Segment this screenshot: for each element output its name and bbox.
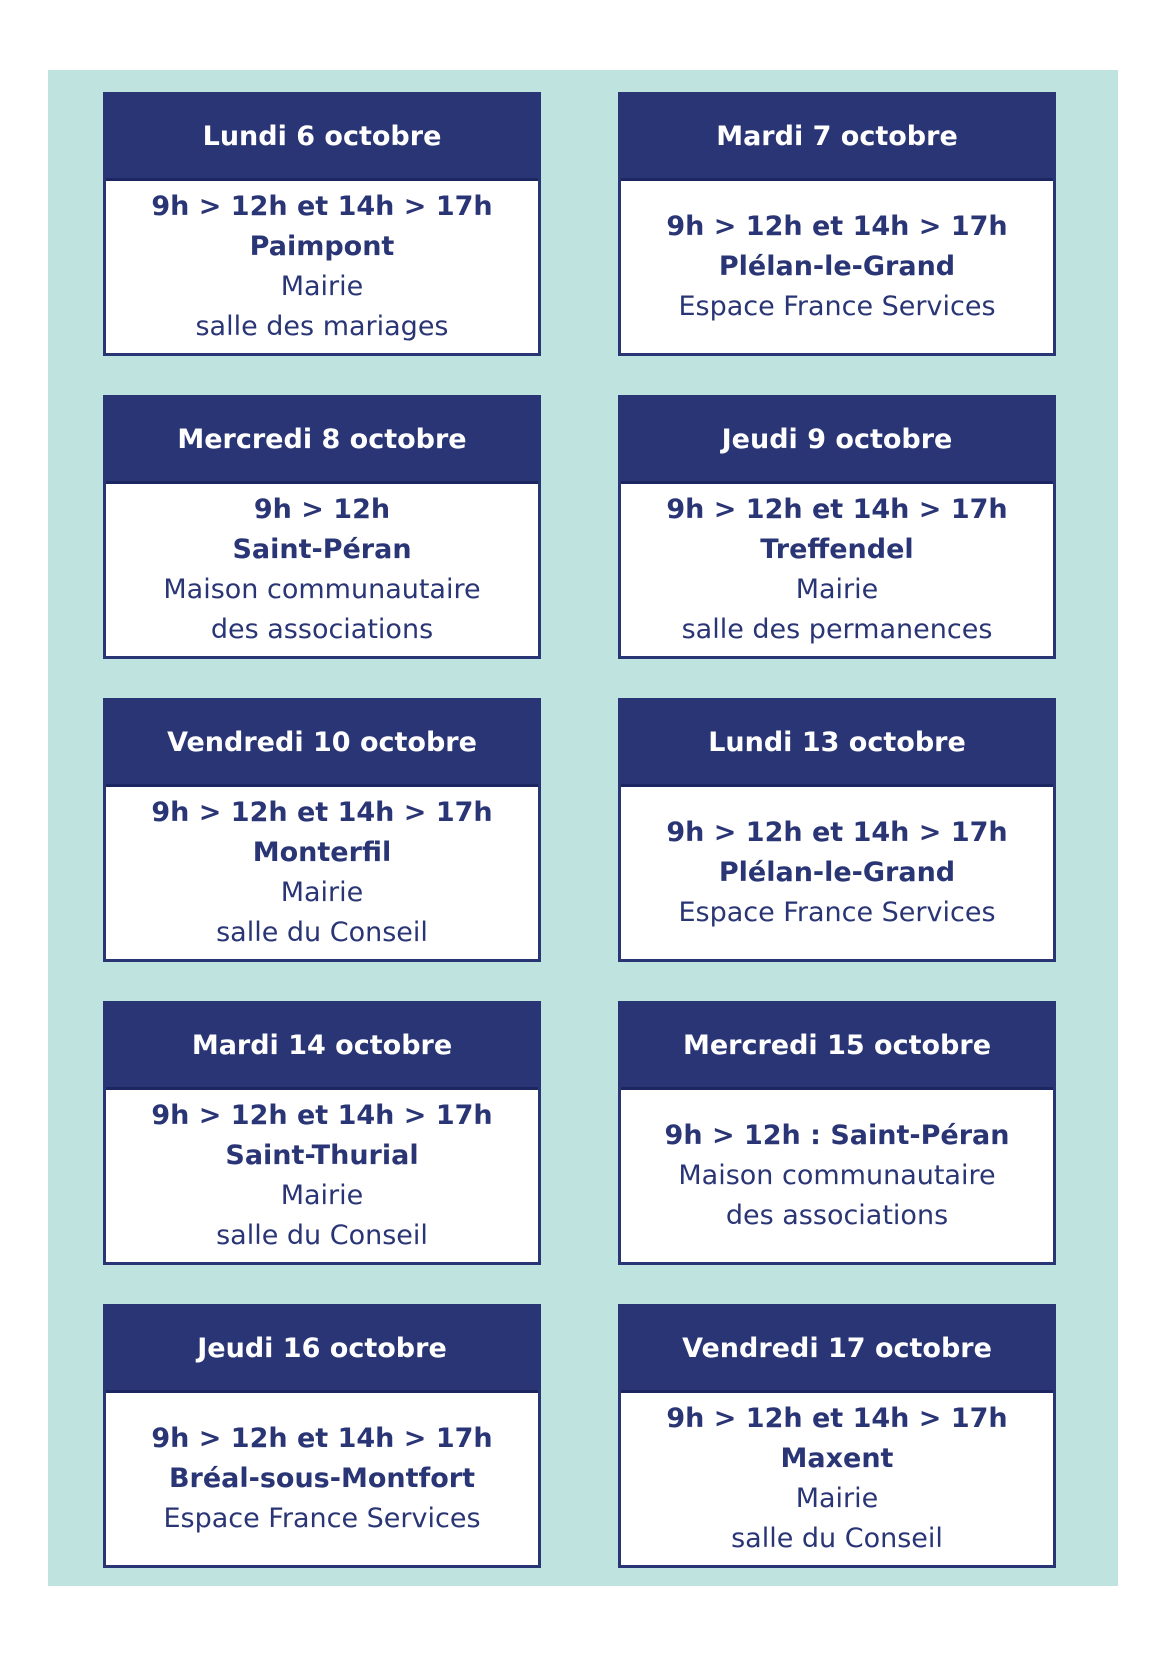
card-day-header: Mercredi 15 octobre [621,1004,1053,1090]
schedule-card-lundi-6 [103,92,541,356]
card-place: Saint-Thurial [225,1140,419,1171]
card-detail: salle des permanences [681,614,993,645]
card-detail: salle des mariages [195,311,449,342]
card-hours: 9h > 12h et 14h > 17h [151,1100,493,1131]
schedule-card-mardi-7 [618,92,1056,356]
card-day-header: Jeudi 16 octobre [106,1307,538,1393]
card-hours: 9h > 12h et 14h > 17h [151,191,493,222]
card-detail: Espace France Services [678,897,996,928]
card-hours: 9h > 12h et 14h > 17h [666,494,1008,525]
card-hours: 9h > 12h [253,494,391,525]
card-detail: Mairie [280,1180,364,1211]
schedule-card-vendredi-17 [618,1304,1056,1568]
card-hours: 9h > 12h et 14h > 17h [151,1423,493,1454]
card-detail: Mairie [795,574,879,605]
card-day-header: Lundi 13 octobre [621,701,1053,787]
card-body [621,1393,1053,1565]
card-hours: 9h > 12h et 14h > 17h [666,1403,1008,1434]
card-day-header: Jeudi 9 octobre [621,398,1053,484]
card-day-header: Lundi 6 octobre [106,95,538,181]
card-detail: des associations [210,614,434,645]
card-body [621,181,1053,353]
card-place: Plélan-le-Grand [718,857,956,888]
card-body [106,1393,538,1565]
card-body [106,1090,538,1262]
card-detail: salle du Conseil [731,1523,943,1554]
card-hours: 9h > 12h et 14h > 17h [151,797,493,828]
card-hours: 9h > 12h et 14h > 17h [666,211,1008,242]
card-hours: 9h > 12h : Saint-Péran [664,1120,1010,1151]
card-place: Bréal-sous-Montfort [168,1463,476,1494]
card-body [621,787,1053,959]
card-detail: Espace France Services [678,291,996,322]
card-detail: salle du Conseil [216,1220,428,1251]
schedule-card-jeudi-9 [618,395,1056,659]
schedule-card-mercredi-15 [618,1001,1056,1265]
card-body [621,1090,1053,1262]
schedule-card-vendredi-10 [103,698,541,962]
card-body [106,787,538,959]
card-place: Maxent [780,1443,894,1474]
card-detail: des associations [725,1200,949,1231]
card-detail: Mairie [795,1483,879,1514]
schedule-card-lundi-13 [618,698,1056,962]
card-day-header: Mardi 14 octobre [106,1004,538,1090]
card-detail: Espace France Services [163,1503,481,1534]
card-body [106,484,538,656]
schedule-card-mercredi-8 [103,395,541,659]
card-detail: Maison communautaire [678,1160,996,1191]
card-day-header: Vendredi 17 octobre [621,1307,1053,1393]
schedule-card-mardi-14 [103,1001,541,1265]
card-detail: Mairie [280,877,364,908]
card-body [621,484,1053,656]
card-body [106,181,538,353]
card-detail: salle du Conseil [216,917,428,948]
card-place: Plélan-le-Grand [718,251,956,282]
card-day-header: Mercredi 8 octobre [106,398,538,484]
card-place: Paimpont [249,231,395,262]
card-place: Saint-Péran [232,534,412,565]
card-day-header: Vendredi 10 octobre [106,701,538,787]
card-detail: Mairie [280,271,364,302]
card-place: Monterfil [252,837,392,868]
card-day-header: Mardi 7 octobre [621,95,1053,181]
schedule-card-jeudi-16 [103,1304,541,1568]
card-hours: 9h > 12h et 14h > 17h [666,817,1008,848]
card-place: Treffendel [760,534,914,565]
card-detail: Maison communautaire [163,574,481,605]
